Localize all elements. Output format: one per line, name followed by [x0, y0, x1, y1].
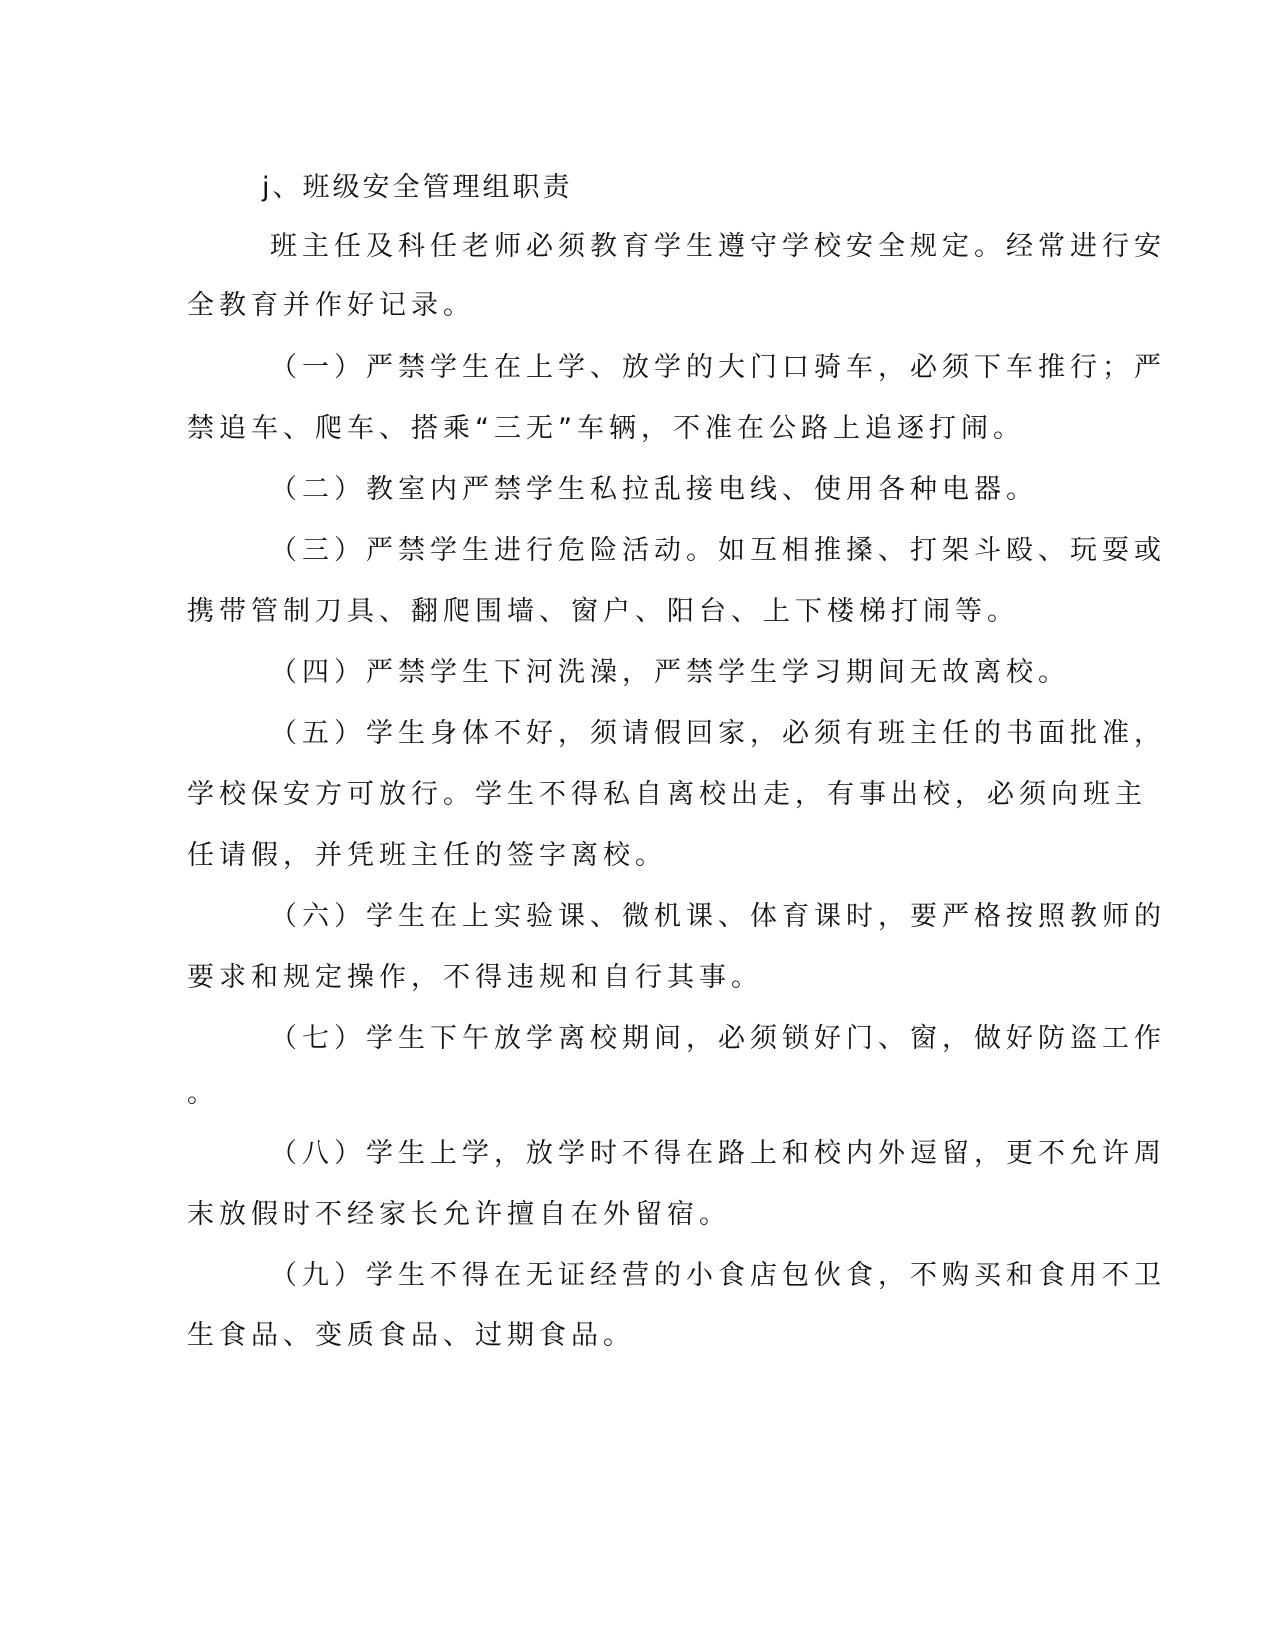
- paragraph-line: 末放假时不经家长允许擅自在外留宿。: [187, 1199, 731, 1230]
- paragraph-line: （三）严禁学生进行危险活动。如互相推搡、打架斗殴、玩耍或: [270, 535, 1166, 566]
- paragraph-line: （七）学生下午放学离校期间，必须锁好门、窗，做好防盗工作: [270, 1023, 1166, 1054]
- paragraph-line: 要求和规定操作，不得违规和自行其事。: [187, 962, 763, 993]
- paragraph-line: （九）学生不得在无证经营的小食店包伙食，不购买和食用不卫: [270, 1260, 1166, 1291]
- paragraph-line: 全教育并作好记录。: [187, 290, 475, 321]
- paragraph-line: 禁追车、爬车、搭乘“三无”车辆，不准在公路上追逐打闹。: [187, 413, 1025, 444]
- paragraph-line: （一）严禁学生在上学、放学的大门口骑车，必须下车推行；严: [270, 352, 1166, 383]
- section-heading: j、班级安全管理组职责: [262, 172, 573, 203]
- paragraph-line: 班主任及科任老师必须教育学生遵守学校安全规定。经常进行安: [270, 231, 1166, 262]
- paragraph-line: （五）学生身体不好，须请假回家，必须有班主任的书面批准，: [270, 718, 1166, 749]
- paragraph-line: 。: [187, 1078, 219, 1109]
- paragraph-line: （四）严禁学生下河洗澡，严禁学生学习期间无故离校。: [270, 657, 1070, 688]
- paragraph-line: 任请假，并凭班主任的签字离校。: [187, 840, 667, 871]
- paragraph-line: （二）教室内严禁学生私拉乱接电线、使用各种电器。: [270, 474, 1038, 505]
- paragraph-line: （八）学生上学，放学时不得在路上和校内外逗留，更不允许周: [270, 1138, 1166, 1169]
- paragraph-line: 学校保安方可放行。学生不得私自离校出走，有事出校，必须向班主: [187, 779, 1147, 810]
- paragraph-line: （六）学生在上实验课、微机课、体育课时，要严格按照教师的: [270, 901, 1166, 932]
- paragraph-line: 生食品、变质食品、过期食品。: [187, 1320, 635, 1351]
- paragraph-line: 携带管制刀具、翻爬围墙、窗户、阳台、上下楼梯打闹等。: [187, 596, 1019, 627]
